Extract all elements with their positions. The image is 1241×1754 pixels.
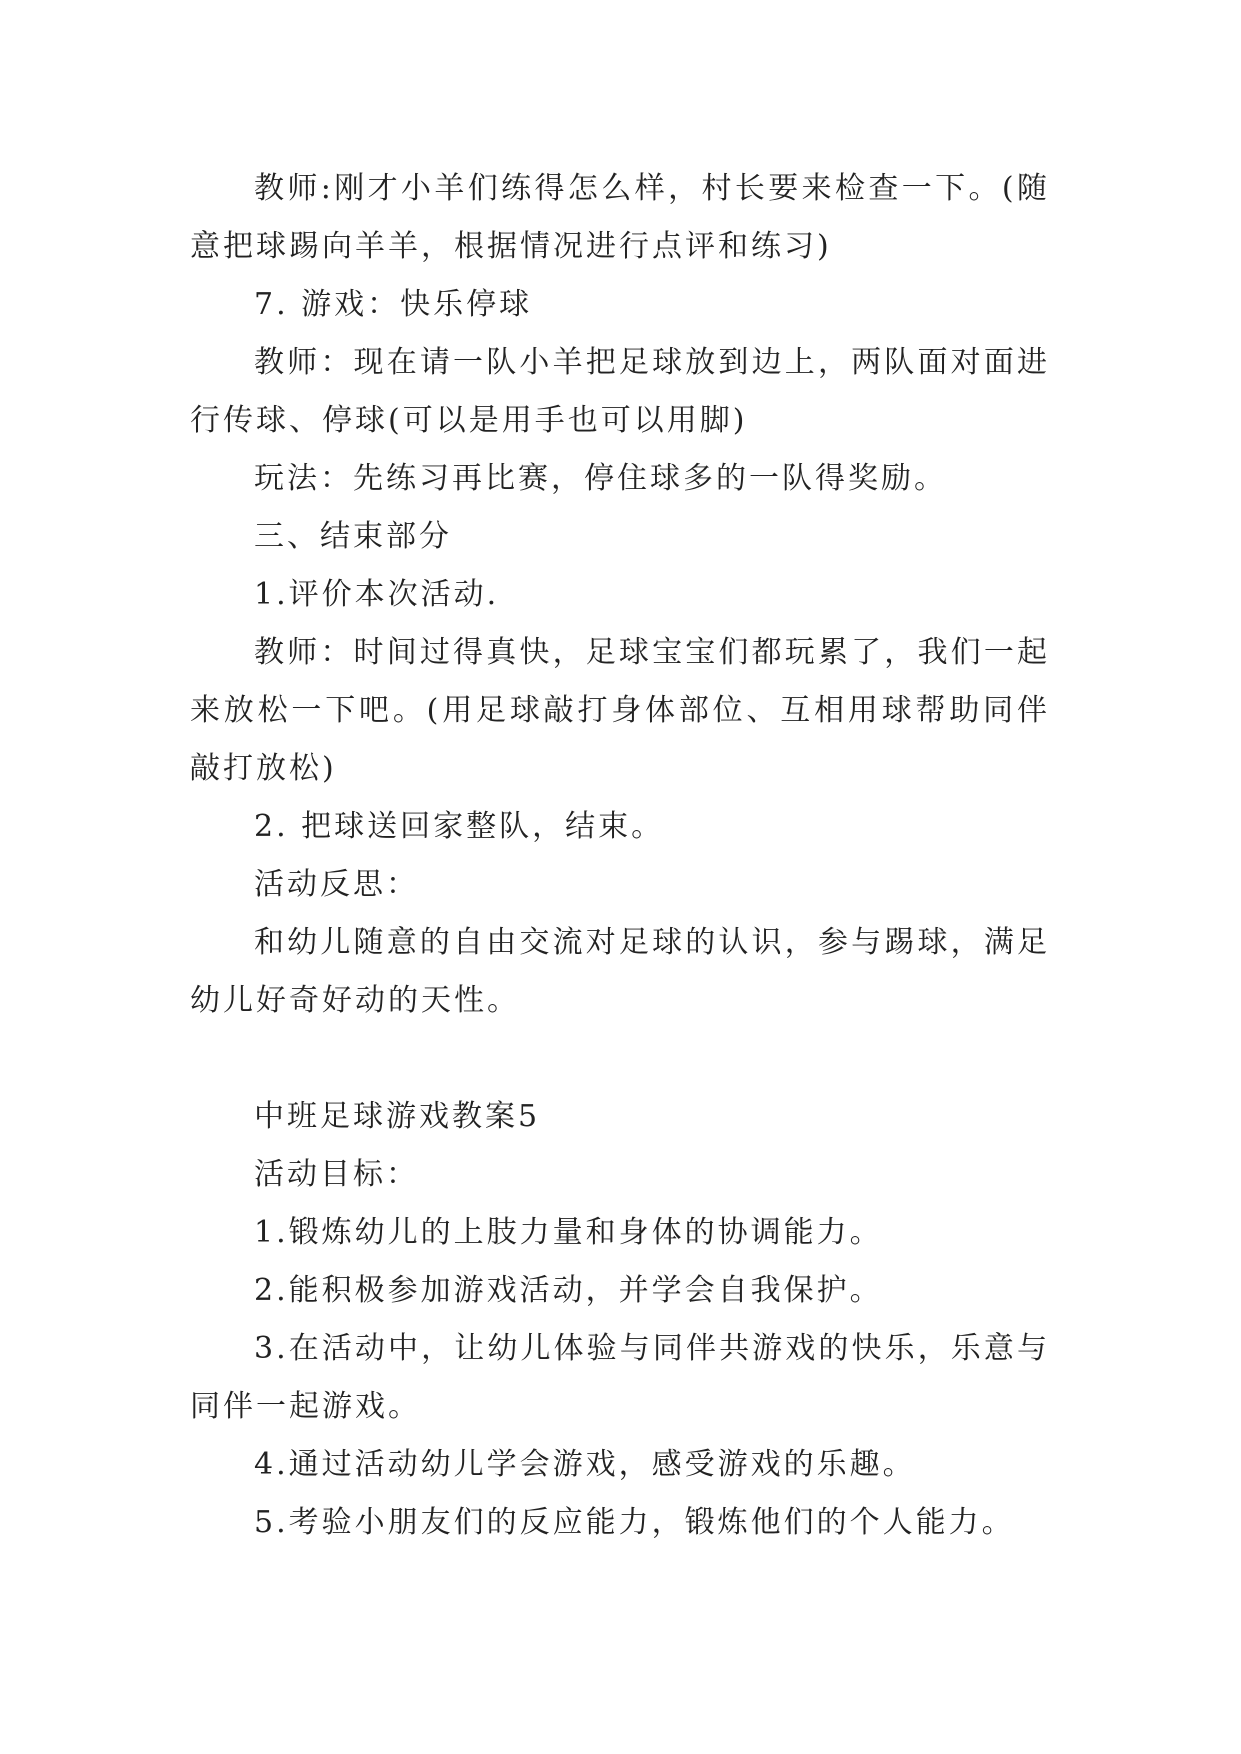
list-item: 3.在活动中，让幼儿体验与同伴共游戏的快乐，乐意与同伴一起游戏。 bbox=[190, 1331, 1050, 1424]
paragraph: 2. 把球送回家整队，结束。 bbox=[254, 809, 665, 844]
paragraph: 教师:刚才小羊们练得怎么样，村长要来检查一下。(随意把球踢向羊羊，根据情况进行点评和练习) bbox=[190, 171, 1050, 264]
section-heading: 三、结束部分 bbox=[254, 519, 452, 554]
list-item: 5.考验小朋友们的反应能力，锻炼他们的个人能力。 bbox=[254, 1505, 1015, 1540]
list-item: 4.通过活动幼儿学会游戏，感受游戏的乐趣。 bbox=[254, 1447, 916, 1482]
section-heading: 活动反思： bbox=[254, 867, 419, 902]
paragraph: 教师：时间过得真快，足球宝宝们都玩累了，我们一起来放松一下吧。(用足球敲打身体部位、互相用球帮助同伴敲打放松) bbox=[190, 635, 1050, 786]
section-heading: 活动目标： bbox=[254, 1157, 419, 1192]
paragraph: 教师：现在请一队小羊把足球放到边上，两队面对面进行传球、停球(可以是用手也可以用脚) bbox=[190, 345, 1050, 438]
spacer bbox=[190, 1030, 1050, 1088]
paragraph: 和幼儿随意的自由交流对足球的认识，参与踢球，满足幼儿好奇好动的天性。 bbox=[190, 925, 1050, 1018]
paragraph: 1.评价本次活动. bbox=[254, 577, 500, 612]
paragraph: 7. 游戏：快乐停球 bbox=[254, 287, 533, 322]
list-item: 2.能积极参加游戏活动，并学会自我保护。 bbox=[254, 1273, 883, 1308]
document-title: 中班足球游戏教案5 bbox=[254, 1099, 541, 1134]
list-item: 1.锻炼幼儿的上肢力量和身体的协调能力。 bbox=[254, 1215, 883, 1250]
document-page bbox=[190, 160, 1050, 1552]
paragraph: 玩法：先练习再比赛，停住球多的一队得奖励。 bbox=[254, 461, 947, 496]
